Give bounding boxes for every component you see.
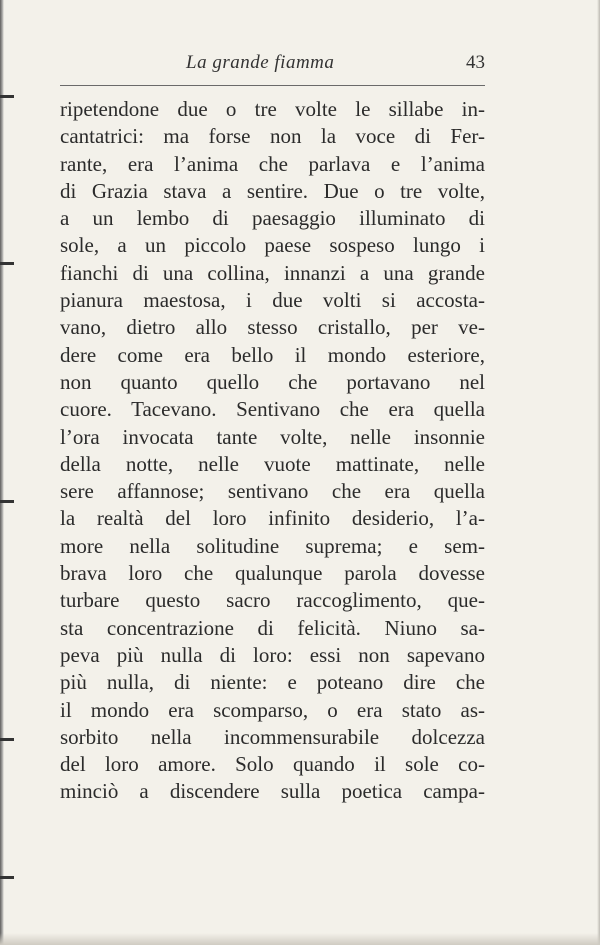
text-line: l’ora invocata tante volte, nelle insonnie: [60, 424, 485, 449]
binding-stitch: [0, 738, 14, 741]
binding-stitch: [0, 262, 14, 265]
text-line: sole, a un piccolo paese sospeso lungo i: [60, 233, 485, 258]
binding-stitch: [0, 876, 14, 879]
text-line: a un lembo di paesaggio illuminato di: [60, 206, 485, 231]
header-rule: [60, 85, 485, 86]
page-edge-bottom: [0, 933, 600, 945]
text-line: sere affannose; sentivano che era quella: [60, 479, 485, 504]
text-line: peva più nulla di loro: essi non sapevano: [60, 642, 485, 667]
text-line: della notte, nelle vuote mattinate, nelle: [60, 451, 485, 476]
running-title: La grande fiamma: [186, 52, 335, 73]
text-line: minciò a discendere sulla poetica campa-: [60, 779, 485, 804]
binding-edge: [0, 0, 4, 945]
text-line: del loro amore. Solo quando il sole co-: [60, 752, 485, 777]
body-text: [60, 96, 485, 806]
page-number: 43: [466, 52, 485, 73]
text-line: la realtà del loro infinito desiderio, l’a-: [60, 506, 485, 531]
text-line: more nella solitudine suprema; e sem-: [60, 533, 485, 558]
text-line: più nulla, di niente: e poteano dire che: [60, 670, 485, 695]
text-line: sorbito nella incommensurabile dolcezza: [60, 724, 485, 749]
text-line: fianchi di una collina, innanzi a una grande: [60, 260, 485, 285]
binding-stitch: [0, 500, 14, 503]
text-line: di Grazia stava a sentire. Due o tre volte,: [60, 178, 485, 203]
text-line: pianura maestosa, i due volti si accosta-: [60, 288, 485, 313]
text-line: cantatrici: ma forse non la voce di Fer-: [60, 124, 485, 149]
text-line: dere come era bello il mondo esteriore,: [60, 342, 485, 367]
text-line: cuore. Tacevano. Sentivano che era quella: [60, 397, 485, 422]
text-line: non quanto quello che portavano nel: [60, 369, 485, 394]
binding-stitch: [0, 95, 14, 98]
text-line: il mondo era scomparso, o era stato as-: [60, 697, 485, 722]
text-line: vano, dietro allo stesso cristallo, per ve-: [60, 315, 485, 340]
text-line: rante, era l’anima che parlava e l’anima: [60, 151, 485, 176]
text-line: sta concentrazione di felicità. Niuno sa-: [60, 615, 485, 640]
text-line: ripetendone due o tre volte le sillabe in-: [60, 97, 485, 121]
running-header: [60, 48, 485, 78]
text-line: brava loro che qualunque parola dovesse: [60, 561, 485, 586]
text-line: turbare questo sacro raccoglimento, que-: [60, 588, 485, 613]
